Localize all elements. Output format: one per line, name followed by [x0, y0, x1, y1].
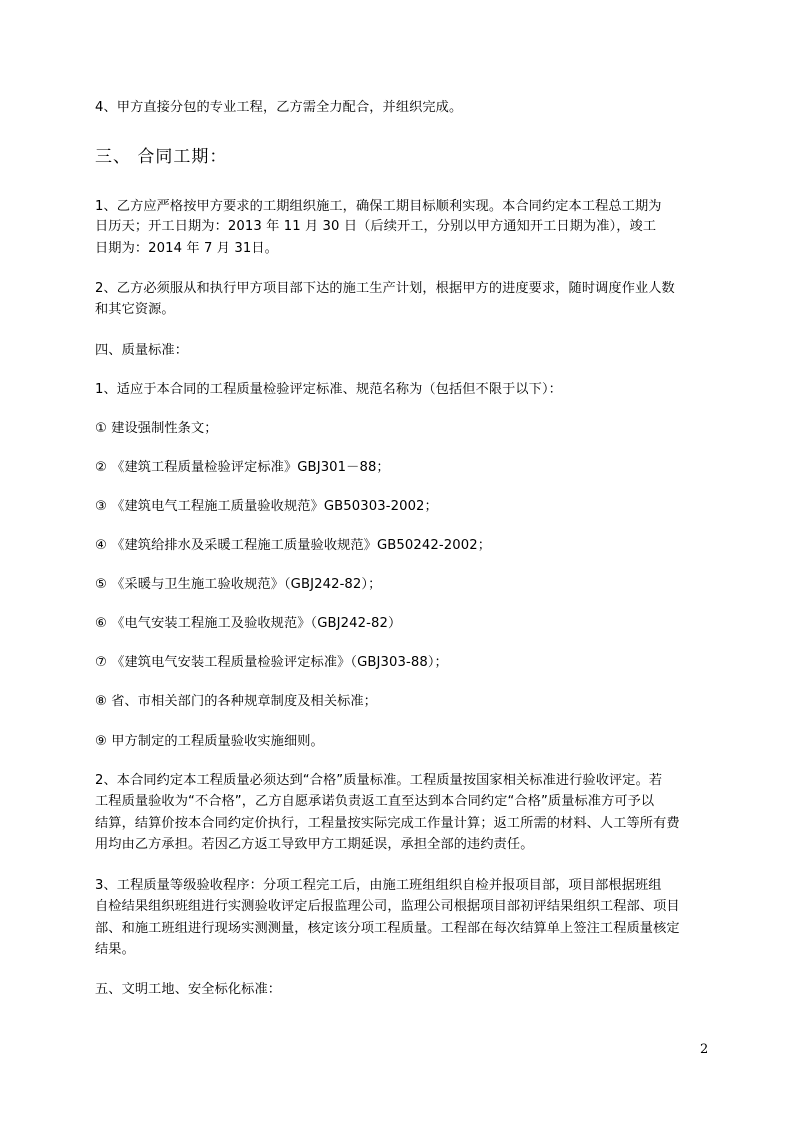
section-4-heading: 四、质量标准： [95, 343, 189, 358]
standard-item: ⑥ 《电气安装工程施工及验收规范》（GBJ242-82） [95, 616, 402, 631]
standard-item: ④ 《建筑给排水及采暖工程施工质量验收规范》GB50242-2002； [95, 538, 491, 553]
s4-p3-line3: 部、和施工班组进行现场实测测量，核定该分项工程质量。工程部在每次结算单上签注工程质量核定 [95, 921, 680, 936]
section-5-heading: 五、文明工地、安全标化标准： [95, 982, 282, 997]
page-number: 2 [700, 1042, 709, 1057]
standard-item: ③ 《建筑电气工程施工质量验收规范》GB50303-2002； [95, 499, 438, 514]
standard-item: ② 《建筑工程质量检验评定标准》GBJ301－88； [95, 460, 390, 475]
s3-p1-line3: 日期为：2014 年 7 月 31日。 [95, 241, 278, 256]
section-3-heading: 三、 合同工期： [95, 147, 228, 167]
s4-p3-line1: 3、工程质量等级验收程序：分项工程完工后，由施工班组组织自检并报项目部，项目部根据班组 [95, 878, 662, 893]
s4-p2-line2: 工程质量验收为“不合格”，乙方自愿承诺负责返工直至达到本合同约定“合格”质量标准方可予以 [95, 794, 655, 809]
clause-4: 4、甲方直接分包的专业工程，乙方需全力配合，并组织完成。 [95, 100, 463, 115]
standard-item: ⑤ 《采暖与卫生施工验收规范》（GBJ242-82）； [95, 577, 382, 592]
s3-p1-line2: 日历天；开工日期为：2013 年 11 月 30 日（后续开工，分别以甲方通知开工日期为准），竣工 [95, 219, 657, 234]
s4-p3-line2: 自检结果组织班组进行实测验收评定后报监理公司，监理公司根据项目部初评结果组织工程部、项目 [95, 899, 680, 914]
standard-item: ⑨ 甲方制定的工程质量验收实施细则。 [95, 734, 324, 749]
s4-p2-line1: 2、本合同约定本工程质量必须达到“合格”质量标准。工程质量按国家相关标准进行验收评定。若 [95, 773, 663, 788]
standard-item: ① 建设强制性条文； [95, 421, 218, 436]
standard-item: ⑦ 《建筑电气安装工程质量检验评定标准》（GBJ303-88）； [95, 655, 448, 670]
s4-p2-line4: 用均由乙方承担。若因乙方返工导致甲方工期延误，承担全部的违约责任。 [95, 837, 534, 852]
standard-item: ⑧ 省、市相关部门的各种规章制度及相关标准； [95, 694, 377, 709]
s4-p3-line4: 结果。 [95, 942, 135, 957]
s3-p2-line1: 2、乙方必须服从和执行甲方项目部下达的施工生产计划，根据甲方的进度要求，随时调度作业人数 [95, 281, 675, 296]
s3-p2-line2: 和其它资源。 [95, 302, 175, 317]
s4-p1: 1、适应于本合同的工程质量检验评定标准、规范名称为（包括但不限于以下）： [95, 382, 562, 397]
s4-p2-line3: 结算，结算价按本合同约定价执行，工程量按实际完成工作量计算；返工所需的材料、人工等所有费 [95, 816, 680, 831]
s3-p1-line1: 1、乙方应严格按甲方要求的工期组织施工，确保工期目标顺利实现。本合同约定本工程总工期为 [95, 199, 662, 214]
